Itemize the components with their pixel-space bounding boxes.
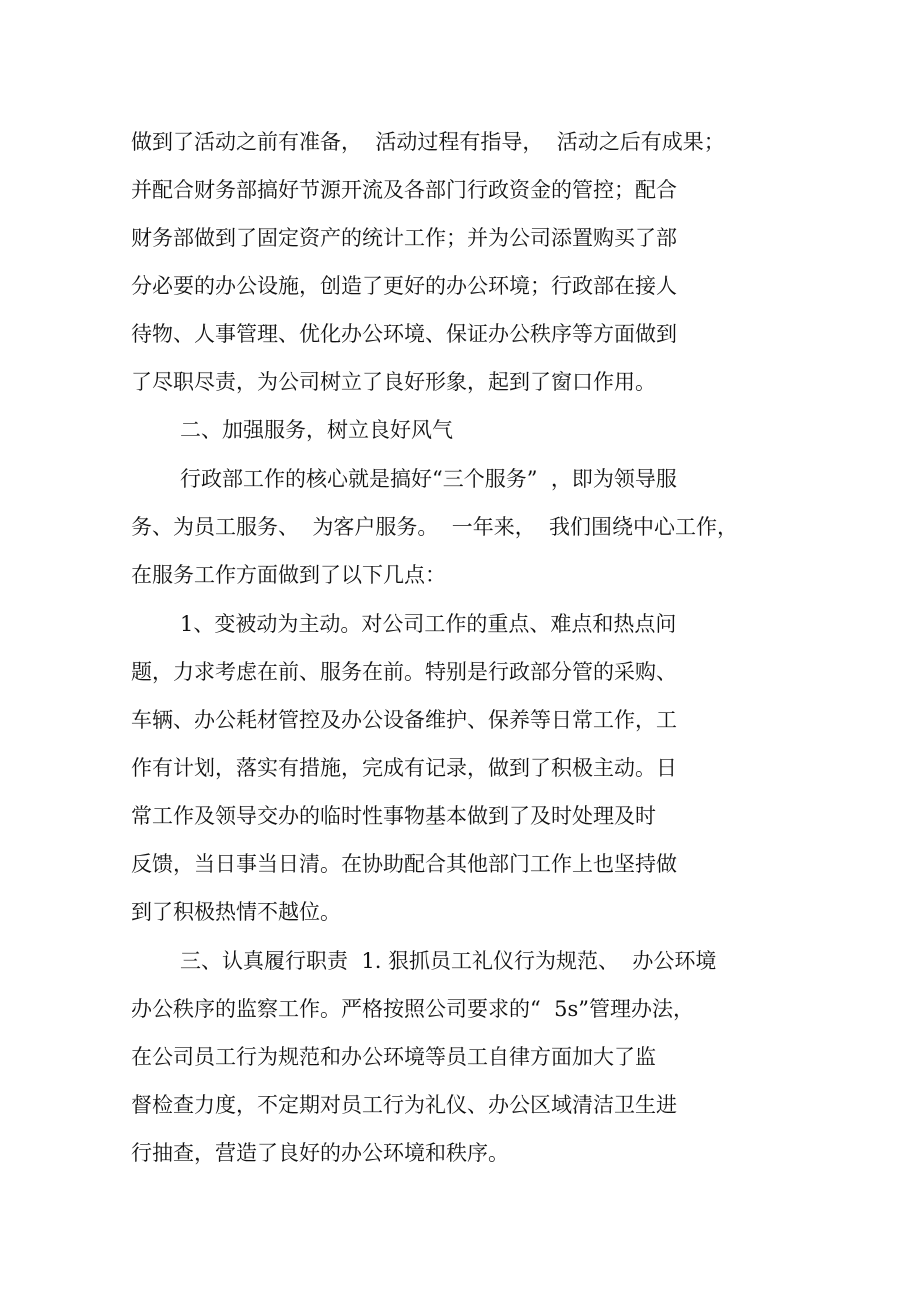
paragraph-line: 作有计划，落实有措施，完成有记录，做到了积极主动。日 (131, 756, 677, 780)
section-heading: 三、认真履行职责 1. 狠抓员工礼仪行为规范、 办公环境 (180, 949, 717, 973)
paragraph-line: 题，力求考虑在前、服务在前。特别是行政部分管的采购、 (131, 660, 677, 684)
paragraph-line: 反馈，当日事当日清。在协助配合其他部门工作上也坚持做 (131, 852, 677, 876)
paragraph-line: 待物、人事管理、优化办公环境、保证办公秩序等方面做到 (131, 322, 677, 346)
paragraph-line: 做到了活动之前有准备， 活动过程有指导， 活动之后有成果； (131, 130, 725, 154)
paragraph-line: 行抽查，营造了良好的办公环境和秩序。 (131, 1141, 509, 1165)
paragraph-line: 督检查力度，不定期对员工行为礼仪、办公区域清洁卫生进 (131, 1093, 677, 1117)
paragraph-line: 在公司员工行为规范和办公环境等员工自律方面加大了监 (131, 1045, 656, 1069)
paragraph-line: 在服务工作方面做到了以下几点： (131, 563, 446, 587)
paragraph-line: 行政部工作的核心就是搞好“三个服务” ，即为领导服 (180, 467, 677, 491)
paragraph-line: 务、为员工服务、 为客户服务。 一年来， 我们围绕中心工作， (131, 515, 739, 539)
paragraph-line: 了尽职尽责，为公司树立了良好形象，起到了窗口作用。 (131, 370, 656, 394)
paragraph-line: 并配合财务部搞好节源开流及各部门行政资金的管控；配合 (131, 178, 677, 202)
paragraph-line: 财务部做到了固定资产的统计工作；并为公司添置购买了部 (131, 226, 677, 250)
paragraph-line: 到了积极热情不越位。 (131, 900, 341, 924)
paragraph-line: 常工作及领导交办的临时性事物基本做到了及时处理及时 (131, 804, 656, 828)
paragraph-line: 办公秩序的监察工作。严格按照公司要求的“ 5s”管理办法， (131, 997, 694, 1021)
list-item: 1、变被动为主动。对公司工作的重点、难点和热点问 (180, 612, 677, 636)
paragraph-line: 车辆、办公耗材管控及办公设备维护、保养等日常工作，工 (131, 708, 677, 732)
section-heading: 二、加强服务，树立良好风气 (180, 418, 453, 442)
paragraph-line: 分必要的办公设施，创造了更好的办公环境；行政部在接人 (131, 274, 677, 298)
